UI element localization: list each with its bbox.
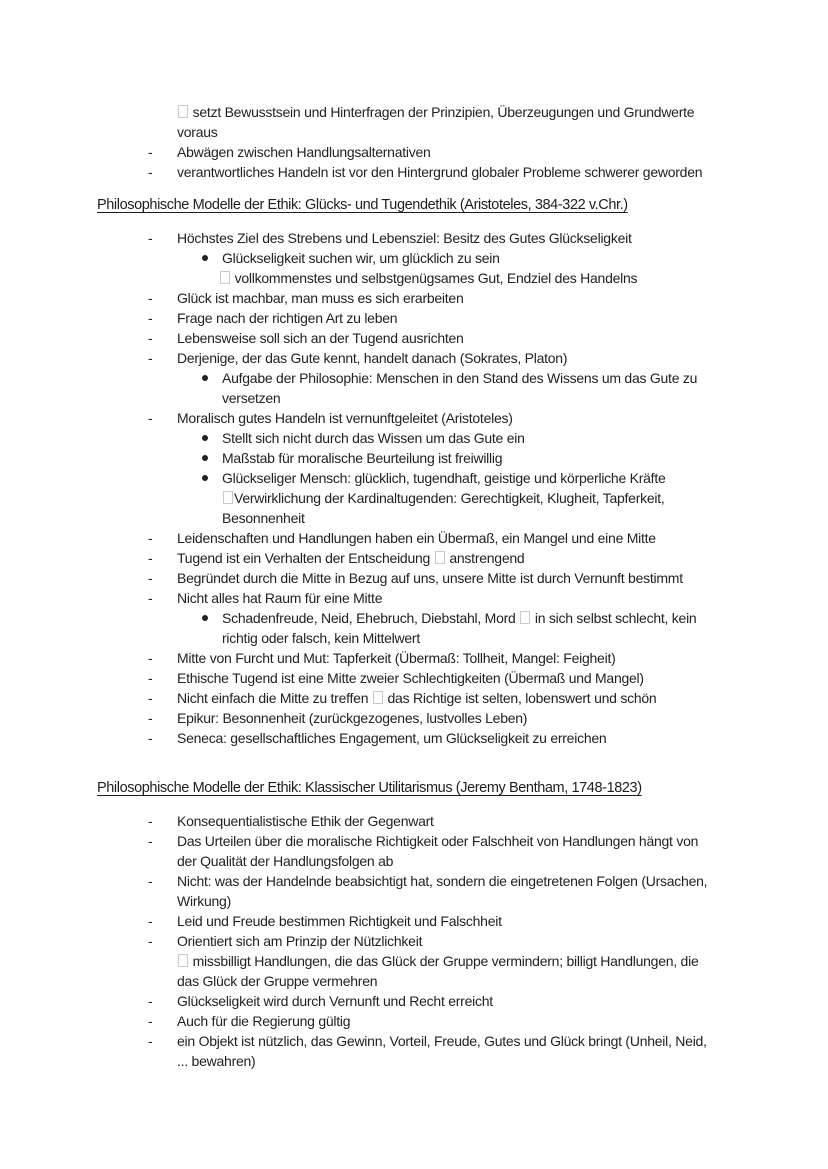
text-line-content: Ethische Tugend ist eine Mitte zweier Schlechtigkeiten (Übermaß und Mangel) (177, 670, 644, 686)
text-line (0, 308, 828, 328)
text-line: missbilligt Handlungen, die das Glück der Gruppe vermindern; billigt Handlungen, die (0, 951, 828, 971)
dash-list-item (0, 668, 828, 688)
text-line: - Nicht einfach die Mitte zu treffen das Richtige ist selten, lobenswert und schön (148, 690, 657, 706)
dash-marker-icon: - (148, 1013, 153, 1029)
text-line-content: Höchstes Ziel des Strebens und Lebensziel: Besitz des Gutes Glückseligkeit (177, 230, 632, 246)
dash-list-item (0, 688, 828, 708)
bullet-list-item (0, 468, 828, 528)
missing-glyph-icon (520, 611, 530, 624)
missing-glyph-icon (373, 691, 383, 704)
text-line-content: Nicht: was der Handelnde beabsichtigt hat, sondern die eingetretenen Folgen (Ursachen, (177, 873, 708, 889)
dash-marker-icon: - (148, 570, 153, 586)
section-heading: Philosophische Modelle der Ethik: Klassischer Utilitarismus (Jeremy Bentham, 1748-1823) (97, 780, 642, 796)
dash-list-item (0, 142, 828, 162)
dash-marker-icon: - (148, 913, 153, 929)
text-line (0, 708, 828, 728)
text-line (0, 871, 828, 891)
text-line-content: Mitte von Furcht und Mut: Tapferkeit (Übermaß: Tollheit, Mangel: Feigheit) (177, 650, 616, 666)
text-line: Verwirklichung der Kardinaltugenden: Gerechtigkeit, Klugheit, Tapferkeit, (0, 488, 828, 508)
text-line-content: Glückseligkeit suchen wir, um glücklich zu sein (222, 250, 500, 266)
dash-marker-icon: - (148, 530, 153, 546)
dash-list-item (0, 528, 828, 548)
text-line-content: Moralisch gutes Handeln ist vernunftgeleitet (Aristoteles) (177, 410, 513, 426)
text-line-content: der Qualität der Handlungsfolgen ab (177, 853, 394, 869)
dash-list-item (0, 991, 828, 1011)
dash-list-item (0, 408, 828, 428)
section-heading: Philosophische Modelle der Ethik: Glücks- und Tugendethik (Aristoteles, 384-322 v.Chr.) (97, 197, 628, 213)
text-line (0, 1011, 828, 1031)
dash-list-item (0, 728, 828, 748)
dash-list-item (0, 931, 828, 991)
text-line (0, 388, 828, 408)
text-line (0, 122, 828, 142)
dash-list-item (0, 328, 828, 348)
text-line (0, 568, 828, 588)
bullet-list-item (0, 248, 828, 268)
bullet-marker-icon (202, 455, 208, 461)
text-line (0, 931, 828, 951)
dash-list-item (0, 1011, 828, 1031)
dash-marker-icon: - (148, 873, 153, 889)
text-line-content: Besonnenheit (222, 510, 305, 526)
dash-list-item (0, 811, 828, 831)
text-line-content: Maßstab für moralische Beurteilung ist freiwillig (222, 450, 503, 466)
dash-marker-icon: - (148, 350, 153, 366)
text-line: - Tugend ist ein Verhalten der Entscheidung anstrengend (148, 550, 525, 566)
text-line (0, 528, 828, 548)
text-line-content: Leid und Freude bestimmen Richtigkeit und Falschheit (177, 913, 502, 929)
bullet-list-item (0, 368, 828, 408)
text-line (0, 162, 828, 182)
text-line-content: Glückseligkeit wird durch Vernunft und Recht erreicht (177, 993, 493, 1009)
text-line (0, 448, 828, 468)
section-gap (0, 748, 828, 765)
text-line (0, 628, 828, 648)
text-line-content: verantwortliches Handeln ist vor den Hintergrund globaler Probleme schwerer geworden (177, 164, 703, 180)
text-line (0, 588, 828, 608)
text-line (0, 228, 828, 248)
text-line-content: versetzen (222, 390, 281, 406)
dash-list-item (0, 228, 828, 248)
dash-marker-icon: - (148, 290, 153, 306)
dash-marker-icon: - (148, 1033, 153, 1049)
text-line: vollkommenstes und selbstgenügsames Gut, Endziel des Handelns (0, 268, 828, 288)
dash-marker-icon: - (148, 550, 153, 566)
missing-glyph-icon (223, 491, 233, 504)
text-line (0, 1051, 828, 1071)
dash-marker-icon: - (148, 993, 153, 1009)
text-line-content: Nicht alles hat Raum für eine Mitte (177, 590, 383, 606)
missing-glyph-icon (435, 551, 445, 564)
dash-marker-icon: - (148, 164, 153, 180)
text-line (0, 831, 828, 851)
text-line-content: Frage nach der richtigen Art zu leben (177, 310, 398, 326)
dash-list-item (0, 162, 828, 182)
dash-marker-icon: - (148, 590, 153, 606)
text-line-content: Leidenschaften und Handlungen haben ein Übermaß, ein Mangel und eine Mitte (177, 530, 656, 546)
text-line-content: Lebensweise soll sich an der Tugend ausrichten (177, 330, 464, 346)
dash-marker-icon: - (148, 933, 153, 949)
text-line (0, 428, 828, 448)
text-line (0, 911, 828, 931)
dash-marker-icon: - (148, 650, 153, 666)
text-line-content: Orientiert sich am Prinzip der Nützlichkeit (177, 933, 423, 949)
dash-marker-icon: - (148, 730, 153, 746)
text-line (0, 728, 828, 748)
bullet-list-item (0, 608, 828, 648)
dash-marker-icon: - (148, 144, 153, 160)
text-line (0, 991, 828, 1011)
text-line-content: Abwägen zwischen Handlungsalternativen (177, 144, 431, 160)
text-line (0, 668, 828, 688)
text-line (0, 971, 828, 991)
dash-marker-icon: - (148, 330, 153, 346)
text-line-content: Stellt sich nicht durch das Wissen um das Gute ein (222, 430, 525, 446)
text-line (0, 851, 828, 871)
text-line (0, 288, 828, 308)
continuation-lines (0, 268, 828, 288)
missing-glyph-icon (178, 954, 188, 967)
text-line (0, 1031, 828, 1051)
dash-marker-icon: - (148, 813, 153, 829)
missing-glyph-icon (178, 105, 188, 118)
text-line (0, 368, 828, 388)
dash-list-item (0, 1031, 828, 1071)
text-line-content: Aufgabe der Philosophie: Menschen in den Stand des Wissens um das Gute zu (222, 370, 698, 386)
dash-list-item (0, 648, 828, 668)
bullet-marker-icon (202, 255, 208, 261)
dash-marker-icon: - (148, 410, 153, 426)
dash-marker-icon: - (148, 310, 153, 326)
text-line (0, 348, 828, 368)
text-line (0, 142, 828, 162)
dash-list-item (0, 831, 828, 871)
dash-marker-icon: - (148, 690, 153, 706)
dash-list-item (0, 288, 828, 308)
dash-marker-icon: - (148, 670, 153, 686)
text-line-content: Seneca: gesellschaftliches Engagement, um Glückseligkeit zu erreichen (177, 730, 607, 746)
text-line-content: Glück ist machbar, man muss es sich erarbeiten (177, 290, 464, 306)
bullet-marker-icon (202, 475, 208, 481)
dash-marker-icon: - (148, 833, 153, 849)
text-line (0, 468, 828, 488)
missing-glyph-icon (220, 271, 230, 284)
text-line-content: voraus (177, 124, 218, 140)
continuation-lines (0, 102, 828, 142)
text-line (0, 811, 828, 831)
dash-marker-icon: - (148, 230, 153, 246)
text-line-content: Begründet durch die Mitte in Bezug auf uns, unsere Mitte ist durch Vernunft bestimmt (177, 570, 683, 586)
text-line (0, 648, 828, 668)
text-line (0, 328, 828, 348)
text-line: setzt Bewusstsein und Hinterfragen der Prinzipien, Überzeugungen und Grundwerte (0, 102, 828, 122)
bullet-list-item (0, 428, 828, 448)
bullet-list-item (0, 448, 828, 468)
text-line-content: Auch für die Regierung gültig (177, 1013, 351, 1029)
text-line-content: ein Objekt ist nützlich, das Gewinn, Vorteil, Freude, Gutes und Glück bringt (Unheil, Neid, (177, 1033, 707, 1049)
bullet-marker-icon (202, 435, 208, 441)
dash-list-item (0, 911, 828, 931)
dash-list-item (0, 348, 828, 368)
text-line-content: ... bewahren) (177, 1053, 256, 1069)
dash-list-item (0, 308, 828, 328)
text-line-content: Wirkung) (177, 893, 232, 909)
dash-list-item (0, 568, 828, 588)
text-line-content: Epikur: Besonnenheit (zurückgezogenes, lustvolles Leben) (177, 710, 528, 726)
text-line-content: Das Urteilen über die moralische Richtigkeit oder Falschheit von Handlungen hängt von (177, 833, 699, 849)
text-line-content: Konsequentialistische Ethik der Gegenwart (177, 813, 434, 829)
text-line (0, 248, 828, 268)
text-line-content: Derjenige, der das Gute kennt, handelt danach (Sokrates, Platon) (177, 350, 568, 366)
bullet-marker-icon (202, 375, 208, 381)
dash-list-item (0, 548, 828, 568)
text-line (0, 408, 828, 428)
dash-list-item (0, 871, 828, 911)
text-line: Schadenfreude, Neid, Ehebruch, Diebstahl, Mord in sich selbst schlecht, kein (0, 608, 828, 628)
text-line-content: Glückseliger Mensch: glücklich, tugendhaft, geistige und körperliche Kräfte (222, 470, 666, 486)
text-line-content: das Glück der Gruppe vermehren (177, 973, 378, 989)
bullet-marker-icon (202, 615, 208, 621)
text-line-content: richtig oder falsch, kein Mittelwert (222, 630, 420, 646)
text-line (0, 508, 828, 528)
text-line (0, 891, 828, 911)
dash-list-item (0, 588, 828, 608)
dash-list-item (0, 708, 828, 728)
dash-marker-icon: - (148, 710, 153, 726)
